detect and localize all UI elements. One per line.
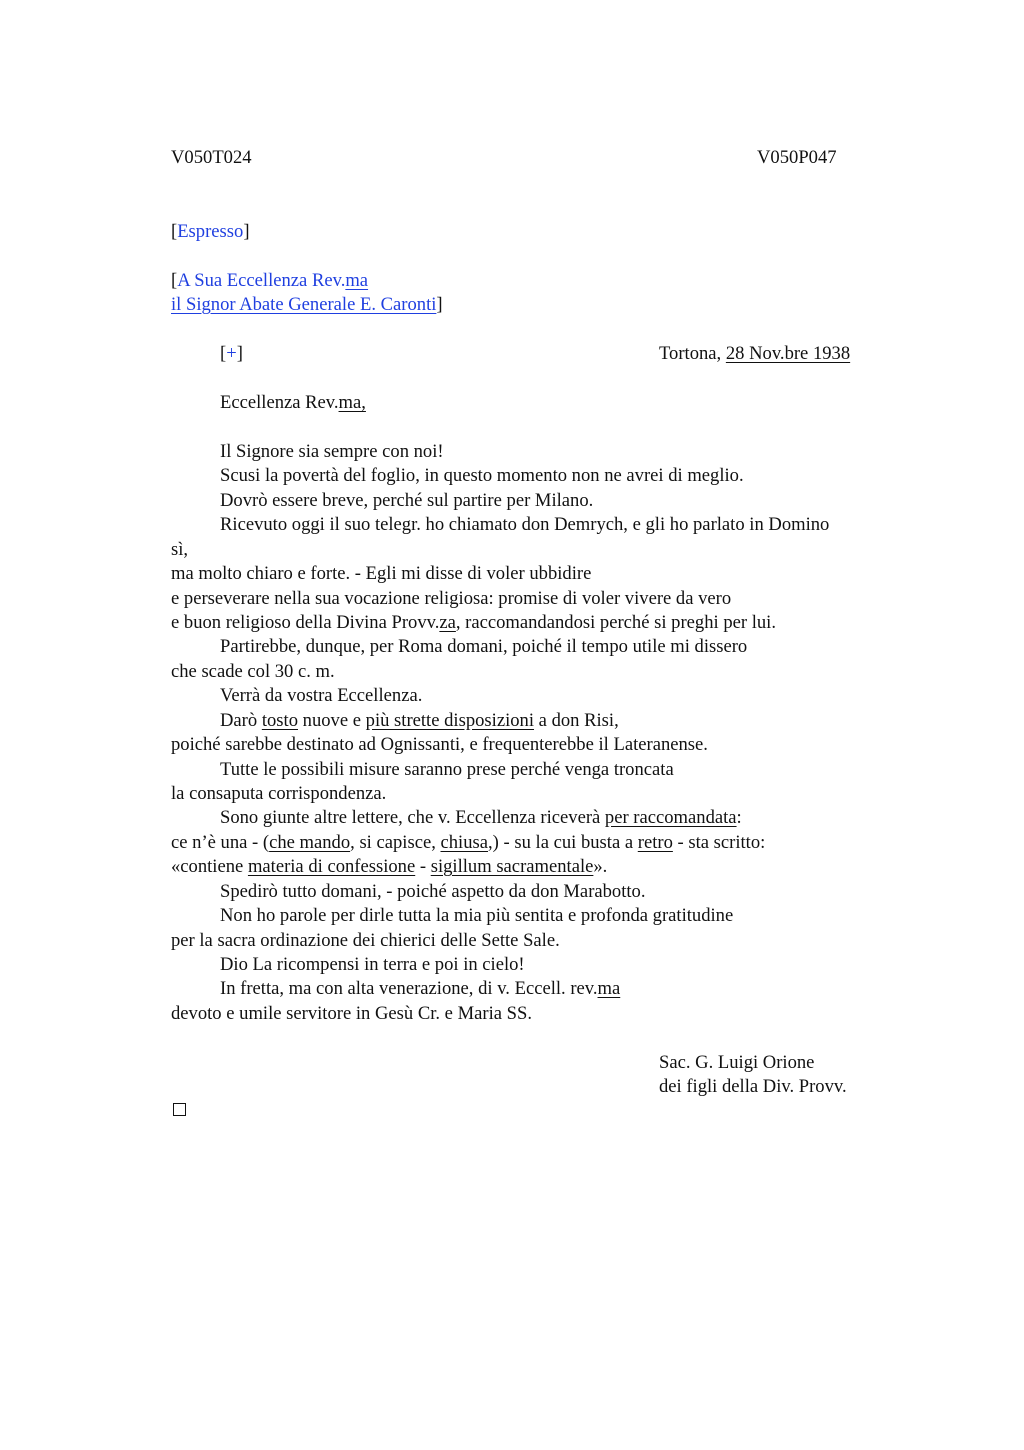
body-line: sì, [171,539,189,560]
body-line: «contiene materia di confessione - sigillum sacramentale». [171,856,608,877]
body-line: Darò tosto nuove e più strette disposizioni a don Risi, [220,710,619,731]
body-line: poiché sarebbe destinato ad Ognissanti, e frequenterebbe il Lateranense. [171,734,708,755]
body-line: Spedirò tutto domani, - poiché aspetto da don Marabotto. [220,881,646,902]
archive-code-right: V050P047 [757,147,837,168]
body-line: per la sacra ordinazione dei chierici delle Sette Sale. [171,930,560,951]
address-line-1: [A Sua Eccellenza Rev.ma [171,270,369,291]
signature-name: Sac. G. Luigi Orione [659,1052,815,1073]
body-line: Il Signore sia sempre con noi! [220,441,444,462]
espresso-annotation: [Espresso] [171,221,250,242]
dateline: Tortona, 28 Nov.bre 1938 [659,343,851,364]
body-line: Dovrò essere breve, perché sul partire per Milano. [220,490,594,511]
body-line: che scade col 30 c. m. [171,661,335,682]
body-line: la consaputa corrispondenza. [171,783,387,804]
salutation: Eccellenza Rev.ma, [220,392,366,413]
body-line: ce n’è una - (che mando, si capisce, chiusa,) - su la cui busta a retro - sta scritto: [171,832,766,853]
body-line: Verrà da vostra Eccellenza. [220,685,423,706]
body-line: e buon religioso della Divina Provv.za, raccomandandosi perché si preghi per lui. [171,612,776,633]
body-line: Sono giunte altre lettere, che v. Eccellenza riceverà per raccomandata: [220,807,742,828]
cross-mark: [+] [220,343,243,364]
body-line: devoto e umile servitore in Gesù Cr. e Maria SS. [171,1003,532,1024]
archive-code-left: V050T024 [171,147,252,168]
body-line: Tutte le possibili misure saranno prese perché venga troncata [220,759,674,780]
address-line-2: il Signor Abate Generale E. Caronti] [171,294,443,315]
body-line: ma molto chiaro e forte. - Egli mi disse di voler ubbidire [171,563,592,584]
end-of-document-box-icon [173,1103,186,1116]
body-line: Dio La ricompensi in terra e poi in cielo! [220,954,525,975]
body-line: e perseverare nella sua vocazione religiosa: promise di voler vivere da vero [171,588,732,609]
body-line: Partirebbe, dunque, per Roma domani, poiché il tempo utile mi dissero [220,636,748,657]
body-line: Scusi la povertà del foglio, in questo momento non ne avrei di meglio. [220,465,744,486]
signature-title: dei figli della Div. Provv. [659,1076,847,1097]
body-line: Ricevuto oggi il suo telegr. ho chiamato don Demrych, e gli ho parlato in Domino [220,514,830,535]
body-line: Non ho parole per dirle tutta la mia più sentita e profonda gratitudine [220,905,734,926]
body-line: In fretta, ma con alta venerazione, di v. Eccell. rev.ma [220,978,621,999]
